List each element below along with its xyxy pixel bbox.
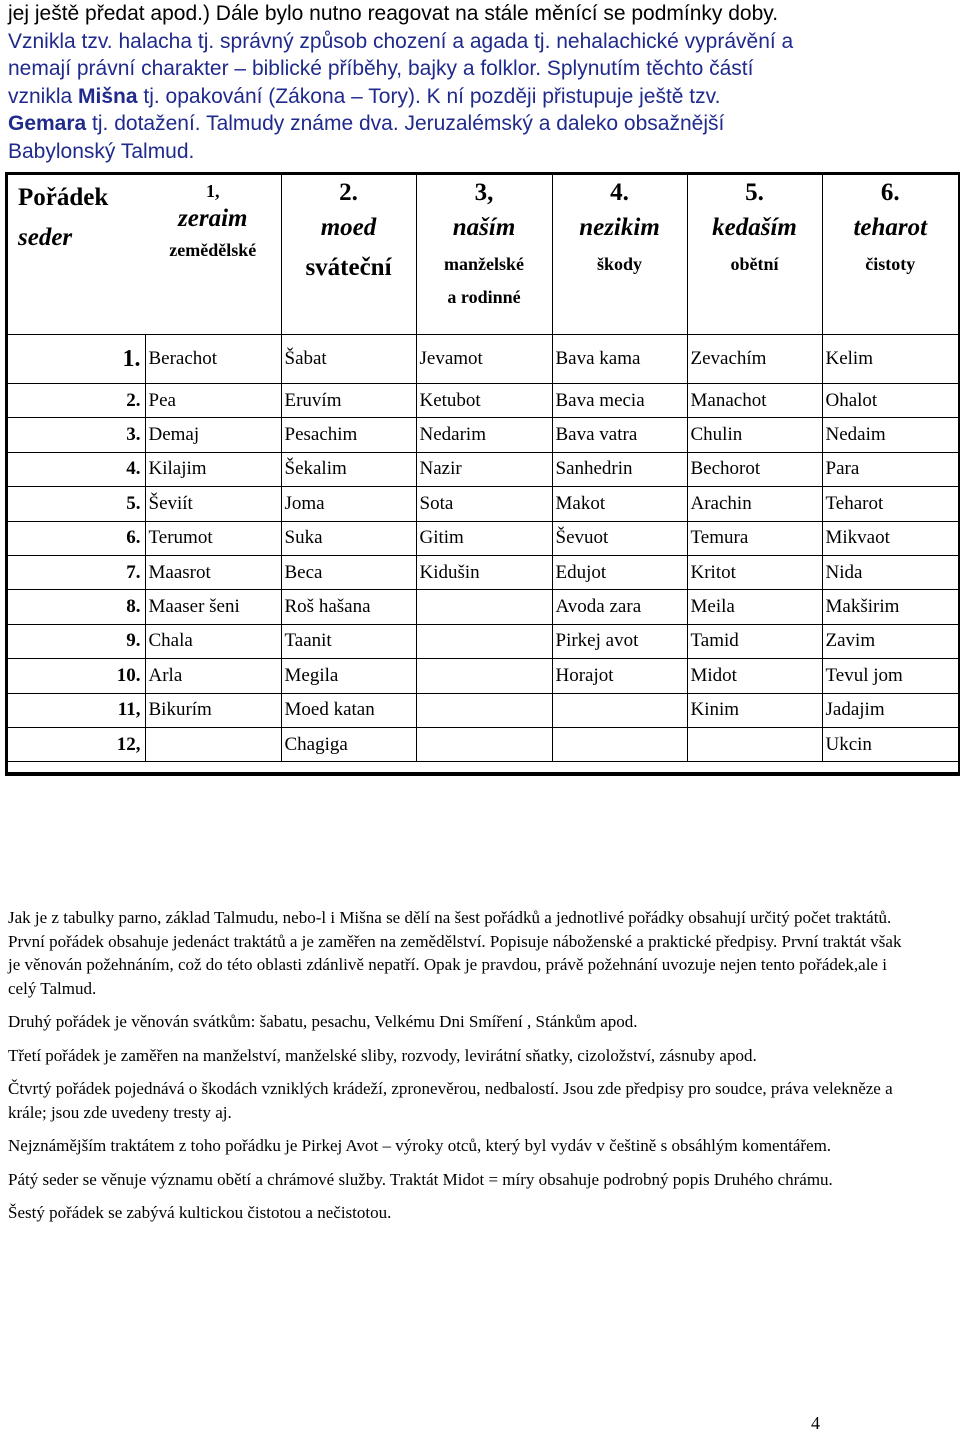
intro-line: nemají právní charakter – biblické příběhy, bajky a folklor. Splynutím těchto částí — [8, 57, 754, 81]
table-cell: Eruvím — [281, 384, 416, 418]
table-cell: Kidušin — [416, 555, 552, 589]
row-number: 5. — [5, 487, 145, 521]
row-number: 2. — [5, 384, 145, 418]
header-col-6: 6. teharot čistoty — [822, 172, 958, 335]
table-cell: Mikvaot — [822, 521, 958, 555]
table-cell: Moed katan — [281, 693, 416, 727]
table-cell: Terumot — [145, 521, 281, 555]
row-number: 4. — [5, 452, 145, 486]
table-cell: Kinim — [687, 693, 822, 727]
header-col-2: 2. moed sváteční — [281, 172, 416, 335]
table-cell: Tamid — [687, 624, 822, 658]
table-cell — [145, 727, 281, 761]
header-col-4: 4. nezikim škody — [552, 172, 687, 335]
table-row — [5, 693, 958, 727]
table-cell: Tevul jom — [822, 659, 958, 693]
header-col-5: 5. kedaším obětní — [687, 172, 822, 335]
table-row — [5, 659, 958, 693]
table-cell: Nida — [822, 555, 958, 589]
paragraph: Čtvrtý pořádek pojednává o škodách vzniklých krádeží, zpronevěrou, nedbalostí. Jsou zde předpisy pro soudce, práva velekněze a krále; jsou zde uvedeny tresty aj. — [8, 1079, 893, 1122]
table-cell: Ševiít — [145, 487, 281, 521]
table-row — [5, 487, 958, 521]
table-cell: Roš hašana — [281, 590, 416, 624]
table-cell: Šabat — [281, 335, 416, 384]
table-cell: Bava mecia — [552, 384, 687, 418]
table-cell — [552, 693, 687, 727]
table-cell: Nedarim — [416, 418, 552, 452]
table-cell: Ukcin — [822, 727, 958, 761]
table-cell: Arla — [145, 659, 281, 693]
row-number: 1. — [5, 335, 145, 384]
intro-text — [8, 0, 953, 166]
header-col-3: 3, naším manželské a rodinné — [416, 172, 552, 335]
table-cell: Zavim — [822, 624, 958, 658]
table-row — [5, 590, 958, 624]
row-number: 9. — [5, 624, 145, 658]
table-cell: Joma — [281, 487, 416, 521]
table-cell: Ševuot — [552, 521, 687, 555]
table-cell: Bava vatra — [552, 418, 687, 452]
table-row — [5, 555, 958, 589]
table-cell: Maaser šeni — [145, 590, 281, 624]
table-cell: Teharot — [822, 487, 958, 521]
table-cell: Maasrot — [145, 555, 281, 589]
table-cell: Makot — [552, 487, 687, 521]
table-row — [5, 418, 958, 452]
paragraph: Pátý seder se věnuje významu obětí a chrámové služby. Traktát Midot = míry obsahuje podrobný popis Druhého chrámu. — [8, 1169, 833, 1189]
row-number: 3. — [5, 418, 145, 452]
table-cell: Demaj — [145, 418, 281, 452]
table-cell: Midot — [687, 659, 822, 693]
header-col-1: 1, zeraim zemědělské — [145, 172, 281, 335]
table-cell: Taanit — [281, 624, 416, 658]
table-cell — [416, 693, 552, 727]
table-cell: Sanhedrin — [552, 452, 687, 486]
seder-table — [5, 172, 959, 762]
table-cell: Chagiga — [281, 727, 416, 761]
page-number: 4 — [811, 1413, 820, 1433]
table-cell: Temura — [687, 521, 822, 555]
table-cell: Ketubot — [416, 384, 552, 418]
table-cell: Manachot — [687, 384, 822, 418]
row-number: 12, — [5, 727, 145, 761]
table-row — [5, 452, 958, 486]
table-cell: Gitim — [416, 521, 552, 555]
table-cell: Ohalot — [822, 384, 958, 418]
table-cell: Chala — [145, 624, 281, 658]
table-header-row — [5, 172, 958, 335]
table-cell — [687, 727, 822, 761]
table-cell — [416, 590, 552, 624]
table-cell: Bava kama — [552, 335, 687, 384]
paragraph: Jak je z tabulky parno, základ Talmudu, nebo-l i Mišna se dělí na šest pořádků a jednotlivé pořádky obsahují určitý počet traktátů. První pořádek obsahuje jedenáct traktátů a je zaměřen na zemědělství. Popisuje náboženské a praktické předpisy. První traktát však je věnován požehnáním, což do této oblasti zdánlivě nepatří. Opak je pravdou, právě požehnání uvozuje nejen tento pořádek,ale i celý Talmud. — [8, 908, 902, 998]
table-cell: Kilajim — [145, 452, 281, 486]
table-cell: Chulin — [687, 418, 822, 452]
table-cell: Suka — [281, 521, 416, 555]
intro-line: vznikla Mišna tj. opakování (Zákona – Tory). K ní později přistupuje ještě tzv. — [8, 84, 721, 108]
table-cell: Jadajim — [822, 693, 958, 727]
table-cell — [552, 727, 687, 761]
table-row — [5, 335, 958, 384]
intro-line: jej ještě předat apod.) Dále bylo nutno reagovat na stále měnící se podmínky doby. — [8, 2, 779, 25]
table-cell: Beca — [281, 555, 416, 589]
row-number: 8. — [5, 590, 145, 624]
table-cell: Jevamot — [416, 335, 552, 384]
table-cell — [416, 659, 552, 693]
table-cell: Kelim — [822, 335, 958, 384]
table-cell: Arachin — [687, 487, 822, 521]
table-cell: Zevachím — [687, 335, 822, 384]
row-number: 6. — [5, 521, 145, 555]
table-cell: Makširim — [822, 590, 958, 624]
paragraph: Druhý pořádek je věnován svátkům: šabatu, pesachu, Velkému Dni Smíření , Stánkům apod. — [8, 1012, 638, 1031]
table-cell: Nazir — [416, 452, 552, 486]
table-cell: Bechorot — [687, 452, 822, 486]
row-number: 7. — [5, 555, 145, 589]
row-number: 11, — [5, 693, 145, 727]
paragraph: Třetí pořádek je zaměřen na manželství, manželské sliby, rozvody, levirátní sňatky, cizoložství, zásnuby apod. — [8, 1045, 757, 1065]
intro-line: Gemara tj. dotažení. Talmudy známe dva. Jeruzalémský a daleko obsažnější — [8, 112, 725, 136]
table-cell: Bikurím — [145, 693, 281, 727]
table-row — [5, 624, 958, 658]
table-cell: Megila — [281, 659, 416, 693]
table-cell: Para — [822, 452, 958, 486]
table-cell — [416, 624, 552, 658]
intro-line: Babylonský Talmud. — [8, 139, 195, 163]
table-row — [5, 727, 958, 761]
table-row — [5, 521, 958, 555]
table-cell — [416, 727, 552, 761]
table-cell: Pea — [145, 384, 281, 418]
intro-line: Vznikla tzv. halacha tj. správný způsob chození a agada tj. nehalachické vyprávění a — [8, 29, 794, 53]
table-cell: Meila — [687, 590, 822, 624]
table-cell: Sota — [416, 487, 552, 521]
row-number: 10. — [5, 659, 145, 693]
paragraph: Šestý pořádek se zabývá kultickou čistotou a nečistotou. — [8, 1203, 392, 1222]
table-cell: Kritot — [687, 555, 822, 589]
header-seder: Pořádek seder — [5, 172, 145, 335]
table-cell: Pirkej avot — [552, 624, 687, 658]
table-cell: Edujot — [552, 555, 687, 589]
table-cell: Horajot — [552, 659, 687, 693]
table-row — [5, 384, 958, 418]
table-cell: Šekalim — [281, 452, 416, 486]
paragraph: Nejznámějším traktátem z toho pořádku je Pirkej Avot – výroky otců, který byl vydáv v češtině s obsáhlým komentářem. — [8, 1136, 832, 1155]
table-cell: Berachot — [145, 335, 281, 384]
table-cell: Nedaim — [822, 418, 958, 452]
table-cell: Pesachim — [281, 418, 416, 452]
table-cell: Avoda zara — [552, 590, 687, 624]
body-text — [8, 906, 908, 1235]
